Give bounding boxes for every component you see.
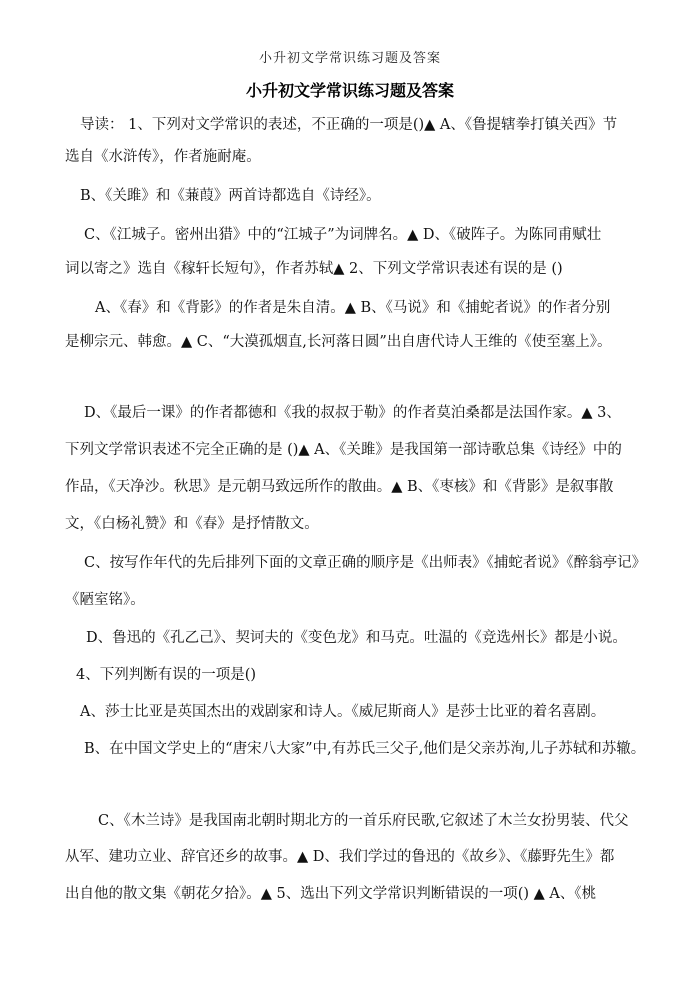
text-line: B、《关雎》和《蒹葭》两首诗都选自《诗经》。	[80, 188, 381, 204]
text-line: C、《木兰诗》是我国南北朝时期北方的一首乐府民歌,它叙述了木兰女扮男装、代父	[98, 813, 629, 829]
text-line: A、《春》和《背影》的作者是朱自清。▲ B、《马说》和《捕蛇者说》的作者分别	[95, 300, 611, 316]
running-header: 小升初文学常识练习题及答案	[258, 51, 441, 66]
text-line: 文，《白杨礼赞》和《春》是抒情散文。	[65, 516, 319, 532]
text-line: D、《最后一课》的作者都德和《我的叔叔于勒》的作者莫泊桑都是法国作家。▲ 3、	[84, 405, 621, 421]
document-title: 小升初文学常识练习题及答案	[245, 81, 454, 100]
text-line: 《陋室铭》。	[65, 592, 145, 608]
text-line: A、莎士比亚是英国杰出的戏剧家和诗人。《威尼斯商人》是莎士比亚的着名喜剧。	[80, 704, 606, 720]
text-line: 从军、建功立业、辞官还乡的故事。▲ D、我们学过的鲁迅的《故乡》、《藤野先生》都	[65, 849, 615, 865]
text-line: 4、下列判断有误的一项是()	[76, 667, 257, 683]
text-line: 导读： 1、下列对文学常识的表述，不正确的一项是()▲ A、《鲁提辖拳打镇关西》节	[80, 117, 618, 133]
text-line: D、鲁迅的《孔乙己》、契诃夫的《变色龙》和马克。吐温的《竞选州长》都是小说。	[86, 630, 627, 646]
text-line: 词以寄之》选自《稼轩长短句》，作者苏轼▲ 2、下列文学常识表述有误的是 ()	[65, 261, 563, 277]
text-line: C、按写作年代的先后排列下面的文章正确的顺序是《出师表》《捕蛇者说》《醉翁亭记》	[84, 555, 647, 571]
text-line: 是柳宗元、韩愈。▲ C、“大漠孤烟直,长河落日圆”出自唐代诗人王维的《使至塞上》。	[65, 334, 612, 350]
text-line: 作品，《天净沙。秋思》是元朝马致远所作的散曲。▲ B、《枣核》和《背影》是叙事散	[65, 479, 614, 495]
text-line: 出自他的散文集《朝花夕拾》。▲ 5、选出下列文学常识判断错误的一项() ▲ A、《桃	[65, 886, 597, 902]
text-line: C、《江城子。密州出猎》中的“江城子”为词牌名。▲ D、《破阵子。为陈同甫赋壮	[84, 227, 602, 243]
text-line: 选自《水浒传》，作者施耐庵。	[65, 149, 261, 165]
text-line: 下列文学常识表述不完全正确的是 ()▲ A、《关雎》是我国第一部诗歌总集《诗经》中的	[65, 442, 622, 458]
text-line: B、在中国文学史上的“唐宋八大家”中,有苏氏三父子,他们是父亲苏洵,儿子苏轼和苏辙。	[84, 741, 646, 757]
